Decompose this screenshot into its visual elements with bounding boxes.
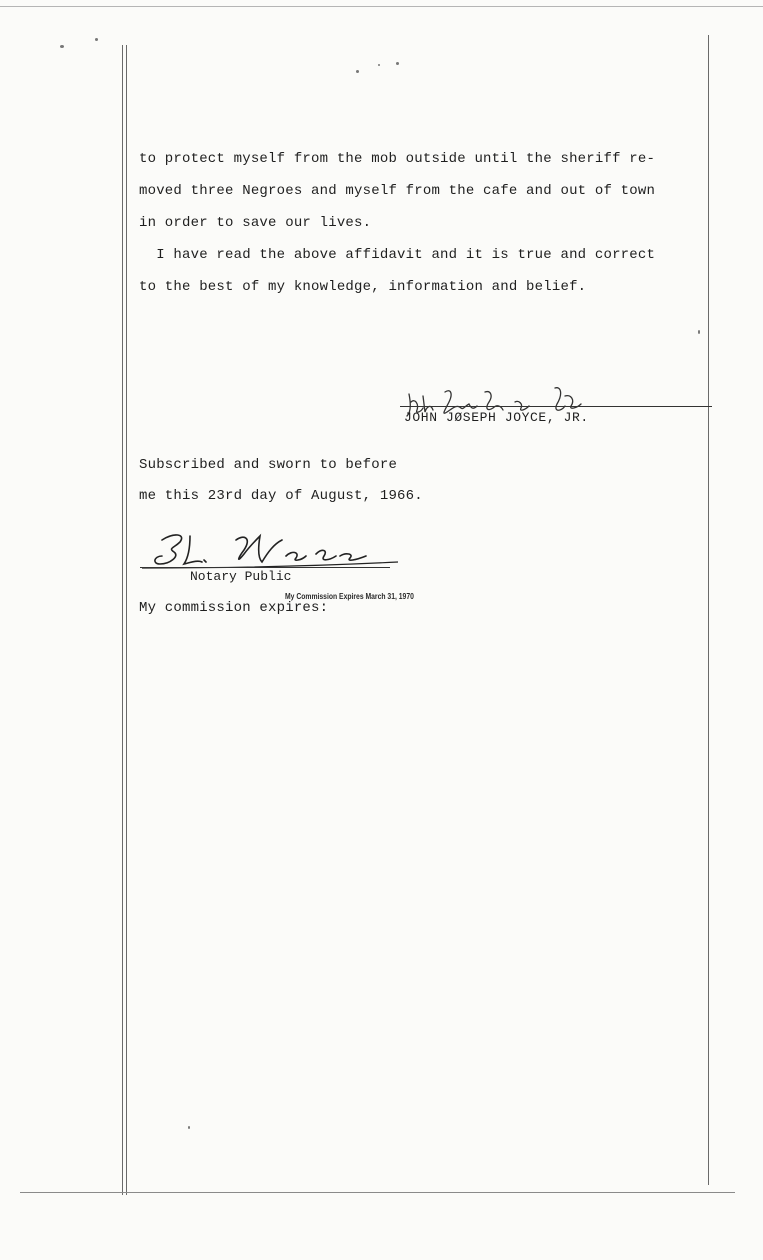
jurat-line-1: Subscribed and sworn to before xyxy=(139,457,398,473)
body-line-3: in order to save our lives. xyxy=(139,215,372,231)
scan-speck xyxy=(60,45,64,48)
right-margin-line xyxy=(708,35,709,1185)
scan-speck xyxy=(378,64,380,66)
bottom-margin-line xyxy=(20,1192,735,1193)
body-line-5: to the best of my knowledge, information and belief. xyxy=(139,279,587,295)
notary-signature xyxy=(140,526,400,571)
top-margin-line xyxy=(0,6,763,7)
scan-speck xyxy=(356,70,359,73)
affiant-signature-line xyxy=(400,406,712,407)
commission-expires-label: My commission expires: xyxy=(139,600,329,616)
affiant-printed-name: JOHN JØSEPH JOYCE, JR. xyxy=(404,410,589,425)
jurat-line-2: me this 23rd day of August, 1966. xyxy=(139,488,423,504)
body-line-4: I have read the above affidavit and it is true and correct xyxy=(139,247,656,263)
left-margin-line xyxy=(122,45,123,1195)
scan-speck xyxy=(188,1126,190,1129)
scan-speck xyxy=(95,38,98,41)
notary-signature-line xyxy=(140,567,390,568)
notary-public-label: Notary Public xyxy=(190,569,292,584)
scan-speck xyxy=(396,62,399,65)
commission-expiry-stamp: My Commission Expires March 31, 1970 xyxy=(285,592,414,601)
body-line-1: to protect myself from the mob outside until the sheriff re- xyxy=(139,151,656,167)
body-line-2: moved three Negroes and myself from the cafe and out of town xyxy=(139,183,656,199)
left-margin-line-inner xyxy=(126,45,127,1195)
scan-speck xyxy=(698,330,700,334)
